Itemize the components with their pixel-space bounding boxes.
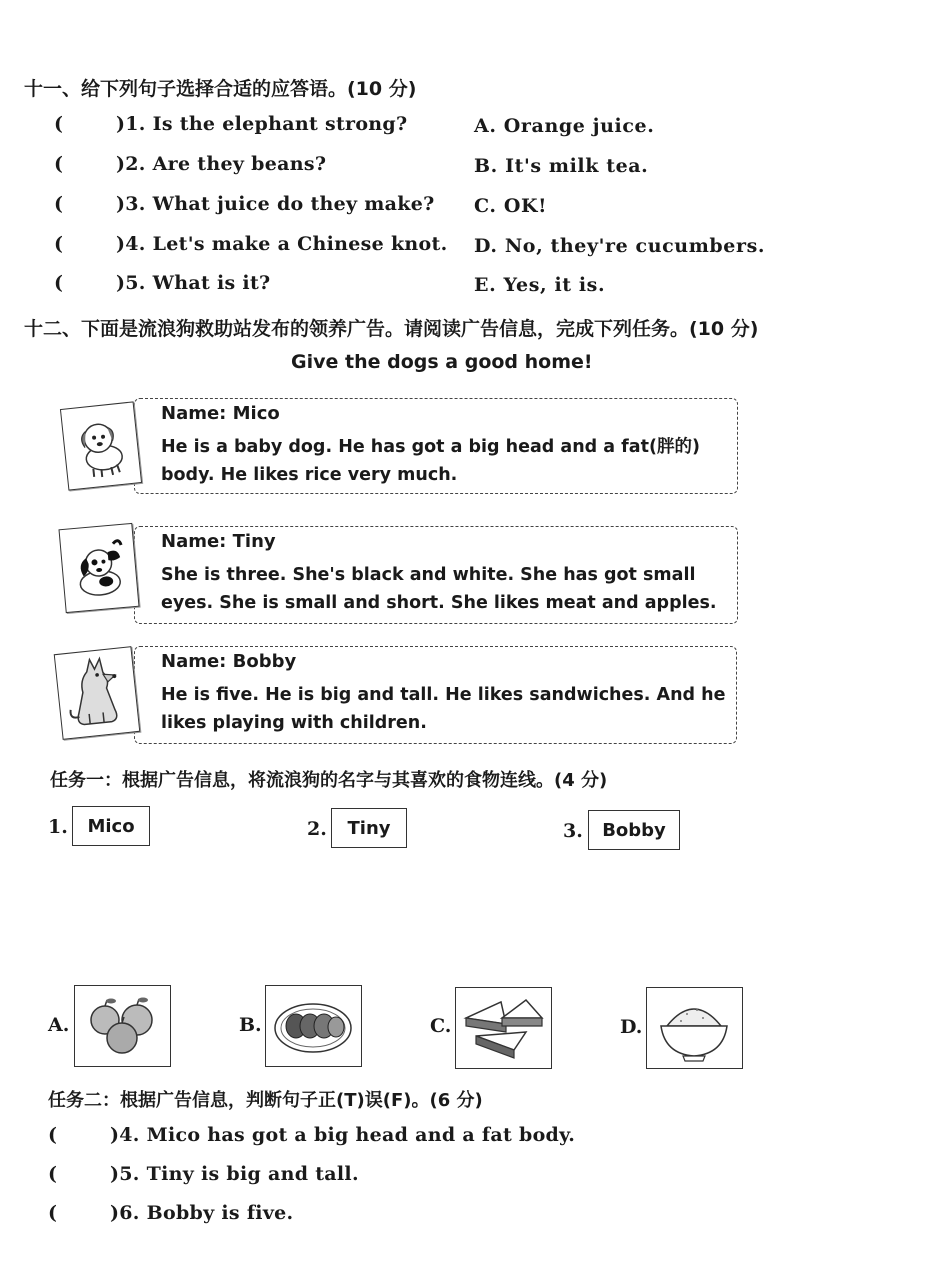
question-1: ( )1. Is the elephant strong? — [54, 113, 408, 135]
dog-card-bobby — [134, 646, 737, 744]
food-label-d: D. — [620, 1016, 643, 1038]
dog-card-tiny — [134, 526, 738, 624]
statement-6: ( )6. Bobby is five. — [48, 1202, 294, 1224]
task-2-title: 任务二：根据广告信息，判断句子正(T)误(F)。(6 分) — [48, 1090, 483, 1111]
dog-name: Name: Bobby — [161, 651, 297, 672]
apples-icon[interactable] — [74, 985, 171, 1067]
section-11-title: 十一、给下列句子选择合适的应答语。(10 分) — [24, 78, 417, 100]
food-label-a: A. — [48, 1014, 70, 1036]
answer-option-b: B. It's milk tea. — [474, 155, 649, 177]
dog-name: Name: Mico — [161, 403, 280, 424]
question-4: ( )4. Let's make a Chinese knot. — [54, 233, 448, 255]
name-number-2: 2. — [307, 818, 327, 840]
spotted-dog-icon — [58, 523, 139, 613]
dog-description: She is three. She's black and white. She has got small eyes. She is small and short. She likes meat and apples. — [161, 565, 717, 613]
answer-option-e: E. Yes, it is. — [474, 274, 606, 296]
puppy-icon — [60, 401, 142, 490]
answer-option-c: C. OK! — [474, 195, 548, 217]
section-12-title: 十二、下面是流浪狗救助站发布的领养广告。请阅读广告信息，完成下列任务。(10 分) — [24, 318, 759, 340]
dog-description: He is five. He is big and tall. He likes sandwiches. And he likes playing with children. — [161, 685, 726, 733]
food-label-b: B. — [239, 1014, 262, 1036]
name-box-tiny[interactable]: Tiny — [331, 808, 407, 848]
rice-bowl-icon[interactable] — [646, 987, 743, 1069]
name-box-mico[interactable]: Mico — [72, 806, 150, 846]
meat-plate-icon[interactable] — [265, 985, 362, 1067]
name-box-bobby[interactable]: Bobby — [588, 810, 680, 850]
question-2: ( )2. Are they beans? — [54, 153, 327, 175]
question-5: ( )5. What is it? — [54, 272, 271, 294]
sitting-dog-icon — [54, 646, 141, 740]
name-number-1: 1. — [48, 816, 68, 838]
task-1-title: 任务一：根据广告信息，将流浪狗的名字与其喜欢的食物连线。(4 分) — [50, 770, 608, 791]
sandwiches-icon[interactable] — [455, 987, 552, 1069]
statement-4: ( )4. Mico has got a big head and a fat body. — [48, 1124, 576, 1146]
dog-card-mico — [134, 398, 738, 494]
name-number-3: 3. — [563, 820, 583, 842]
dog-name: Name: Tiny — [161, 531, 276, 552]
answer-option-d: D. No, they're cucumbers. — [474, 235, 766, 257]
statement-5: ( )5. Tiny is big and tall. — [48, 1163, 359, 1185]
food-label-c: C. — [430, 1015, 452, 1037]
answer-option-a: A. Orange juice. — [474, 115, 655, 137]
question-3: ( )3. What juice do they make? — [54, 193, 435, 215]
dog-description: He is a baby dog. He has got a big head and a fat(胖的) body. He likes rice very much. — [161, 437, 700, 485]
ad-title: Give the dogs a good home! — [291, 351, 593, 373]
